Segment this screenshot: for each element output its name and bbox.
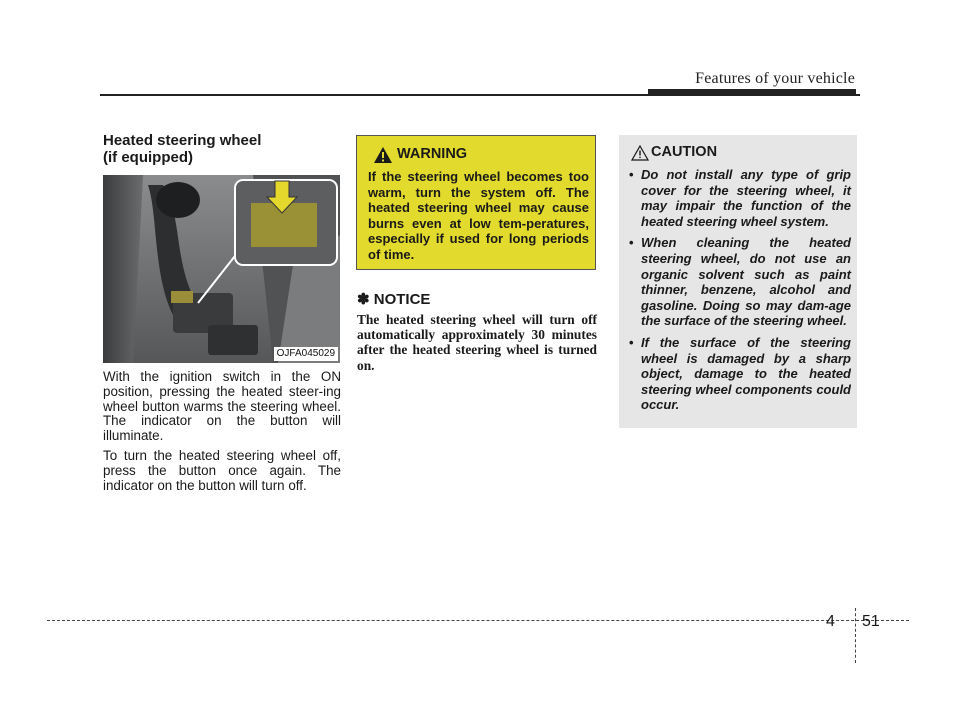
warning-text: If the steering wheel becomes too warm, turn the system off. The heated steering wheel may cause burns even at low tem-peratures, especially if used for long periods of time. <box>368 169 589 262</box>
notice-title: ✽ NOTICE <box>357 291 431 308</box>
console-illustration <box>103 175 340 363</box>
caution-item <box>627 235 851 329</box>
console-photo <box>103 175 340 363</box>
warning-title: WARNING <box>397 146 468 162</box>
warning-box <box>356 135 596 270</box>
caution-item <box>627 167 851 229</box>
section-heading-line1: Heated steering wheel <box>103 132 262 149</box>
bullet: • <box>629 167 634 182</box>
figure-code: OJFA045029 <box>274 347 338 361</box>
bullet: • <box>629 235 634 251</box>
chapter-number: 4 <box>826 613 835 630</box>
section-heading <box>103 132 343 166</box>
page-number: 51 <box>862 613 880 630</box>
section-heading-line2: (if equipped) <box>103 149 193 166</box>
caution-item-text: If the surface of the steering wheel is damaged by a sharp object, damage to the heated steering wheel components could occur. <box>641 334 851 413</box>
caution-title: CAUTION <box>651 144 718 160</box>
warning-triangle-icon <box>373 146 393 164</box>
notice-text: The heated steering wheel will turn off automatically approximately 30 minutes after the heated steering wheel is turned on. <box>357 312 597 373</box>
caution-item <box>627 335 851 413</box>
caution-item-text: When cleaning the heated steering wheel, do not use an organic solvent such as paint thinner, benzene, alcohol and gasoline. Doing so may dam-age the surface of the steering wheel. <box>641 235 851 329</box>
caution-box <box>619 135 857 428</box>
body-paragraph-2: To turn the heated steering wheel off, press the button once again. The indicator on the button will turn off. <box>103 448 341 493</box>
body-paragraph-1: With the ignition switch in the ON position, pressing the heated steer-ing wheel button warms the steering wheel. The indicator on the button will illuminate. <box>103 369 341 444</box>
caution-item-text: Do not install any type of grip cover for the steering wheel, it may impair the function of the heated steering wheel system. <box>641 167 851 229</box>
caution-triangle-icon <box>631 145 649 161</box>
bullet: • <box>629 334 634 350</box>
caution-list <box>627 167 851 419</box>
running-header: Features of your vehicle <box>695 70 855 87</box>
footer-rule <box>47 620 909 621</box>
footer-divider <box>855 608 856 663</box>
header-rule-accent <box>648 89 856 95</box>
